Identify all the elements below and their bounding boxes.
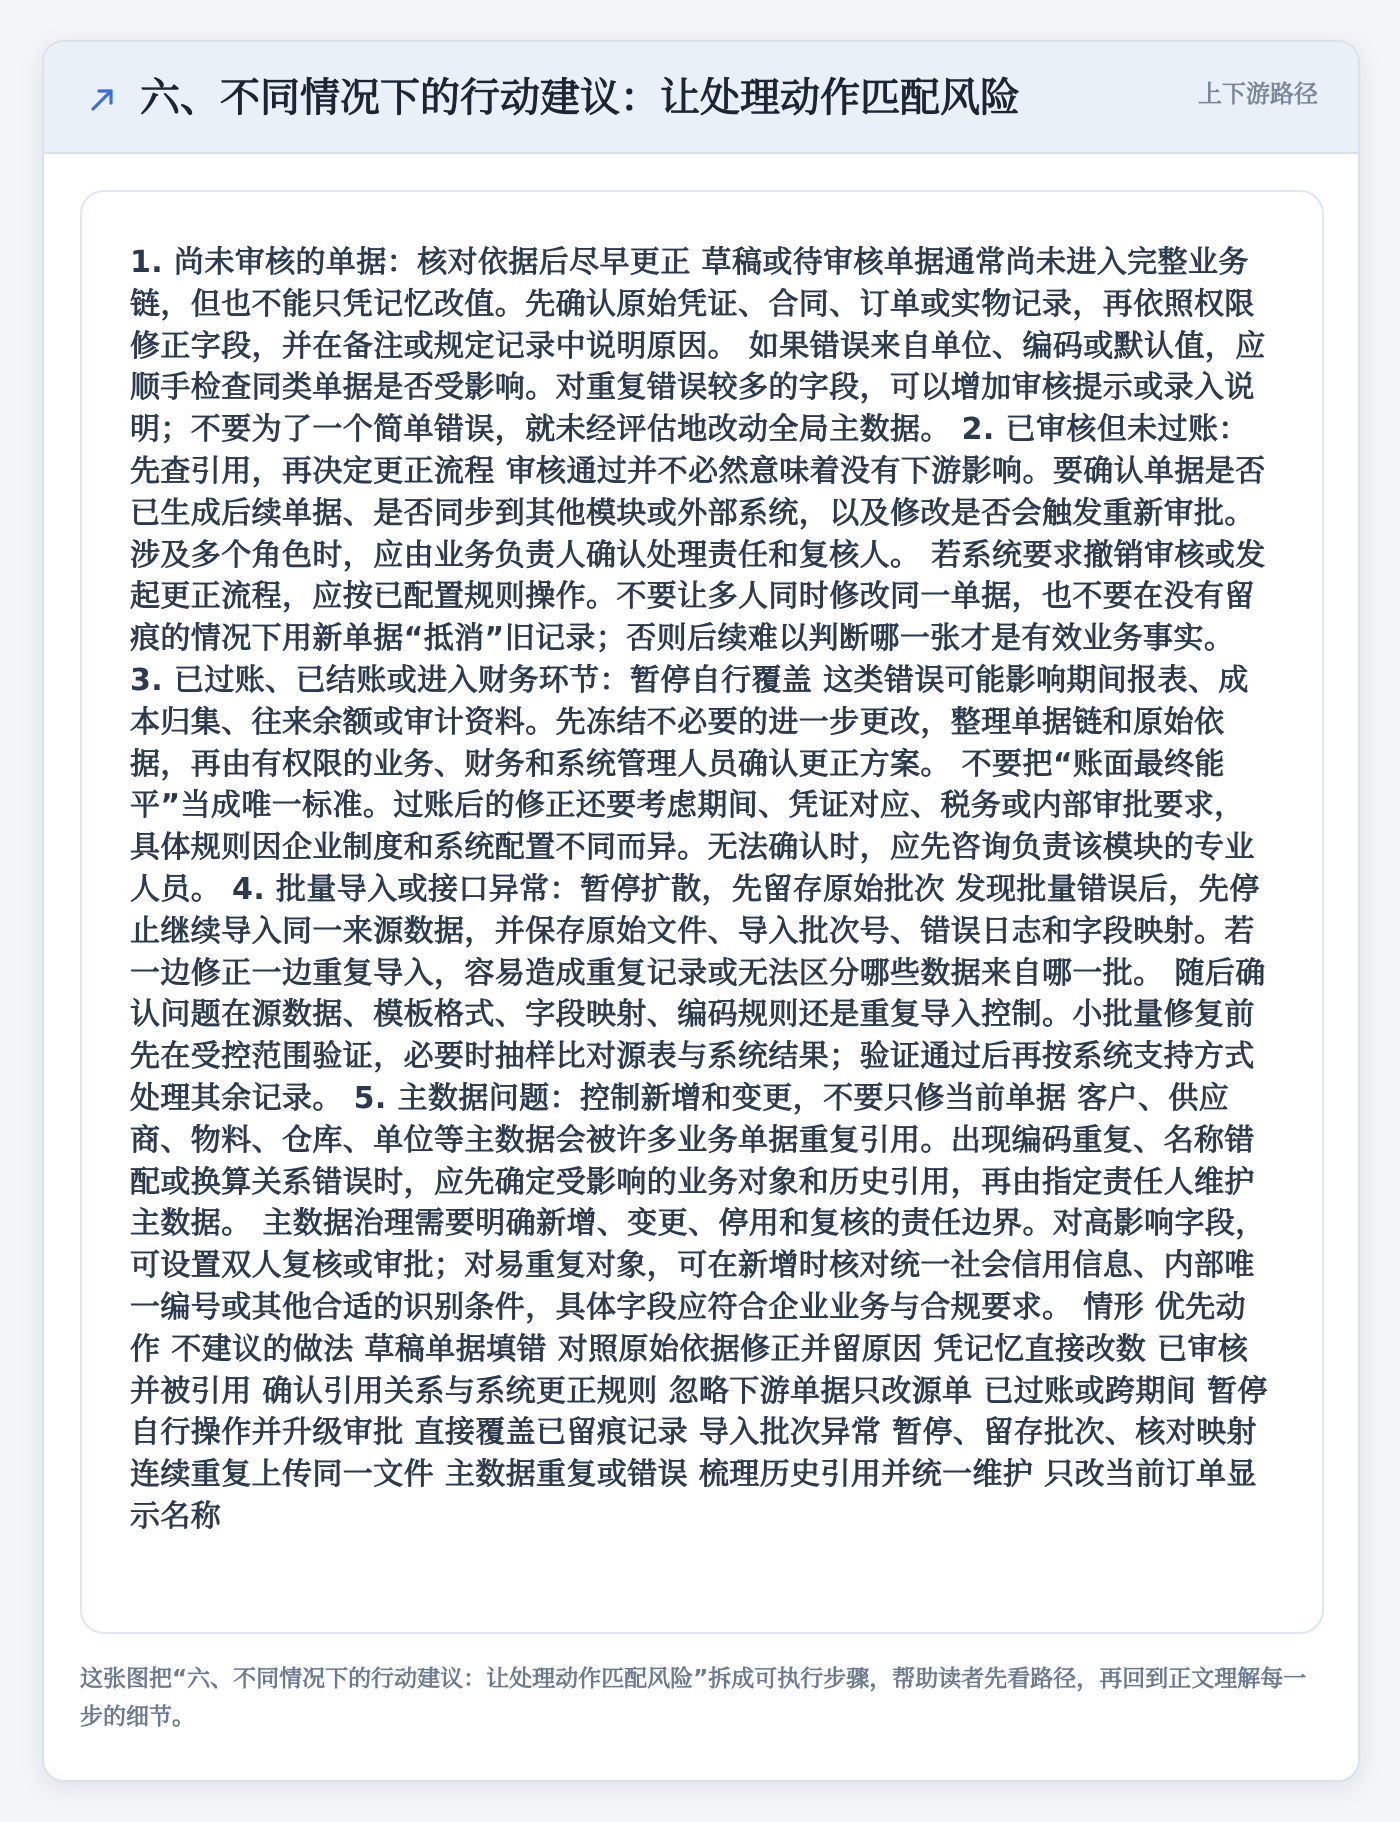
page-title: 六、不同情况下的行动建议：让处理动作匹配风险 bbox=[140, 75, 1020, 121]
body-paragraph: 1. 尚未审核的单据：核对依据后尽早更正 草稿或待审核单据通常尚未进入完整业务链，但也不能只凭记忆改值。先确认原始凭证、合同、订单或实物记录，再依照权限修正字段，并在备注或规定记录中说明原因。 如果错误来自单位、编码或默认值，应顺手检查同类单据是否受影响。对重复错误较多的字段，可以增加审核提示或录入说明；不要为了一个简单错误，就未经评估地改动全局主数据。 2. 已审核但未过账：先查引用，再决定更正流程 审核通过并不必然意味着没有下游影响。要确认单据是否已生成后续单据、是否同步到其他模块或外部系统，以及修改是否会触发重新审批。涉及多个角色时，应由业务负责人确认处理责任和复核人。 若系统要求撤销审核或发起更正流程，应按已配置规则操作。不要让多人同时修改同一单据，也不要在没有留痕的情况下用新单据“抵消”旧记录；否则后续难以判断哪一张才是有效业务事实。 3. 已过账、已结账或进入财务环节：暂停自行覆盖 这类错误可能影响期间报表、成本归集、往来余额或审计资料。先冻结不必要的进一步更改，整理单据链和原始依据，再由有权限的业务、财务和系统管理人员确认更正方案。 不要把“账面最终能平”当成唯一标准。过账后的修正还要考虑期间、凭证对应、税务或内部审批要求，具体规则因企业制度和系统配置不同而异。无法确认时，应先咨询负责该模块的专业人员。 4. 批量导入或接口异常：暂停扩散，先留存原始批次 发现批量错误后，先停止继续导入同一来源数据，并保存原始文件、导入批次号、错误日志和字段映射。若一边修正一边重复导入，容易造成重复记录或无法区分哪些数据来自哪一批。 随后确认问题在源数据、模板格式、字段映射、编码规则还是重复导入控制。小批量修复前先在受控范围验证，必要时抽样比对源表与系统结果；验证通过后再按系统支持方式处理其余记录。 5. 主数据问题：控制新增和变更，不要只修当前单据 客户、供应商、物料、仓库、单位等主数据会被许多业务单据重复引用。出现编码重复、名称错配或换算关系错误时，应先确定受影响的业务对象和历史引用，再由指定责任人维护主数据。 主数据治理需要明确新增、变更、停用和复核的责任边界。对高影响字段，可设置双人复核或审批；对易重复对象，可在新增时核对统一社会信用信息、内部唯一编号或其他合适的识别条件，具体字段应符合企业业务与合规要求。 情形 优先动作 不建议的做法 草稿单据填错 对照原始依据修正并留原因 凭记忆直接改数 已审核并被引用 确认引用关系与系统更正规则 忽略下游单据只改源单 已过账或跨期间 暂停自行操作并升级审批 直接覆盖已留痕记录 导入批次异常 暂停、留存批次、核对映射 连续重复上传同一文件 主数据重复或错误 梳理历史引用并统一维护 只改当前订单显示名称 bbox=[130, 245, 1268, 1534]
content-panel bbox=[80, 190, 1324, 1634]
path-tag: 上下游路径 bbox=[1198, 80, 1318, 108]
figure-caption: 这张图把“六、不同情况下的行动建议：让处理动作匹配风险”拆成可执行步骤，帮助读者先看路径，再回到正文理解每一步的细节。 bbox=[80, 1666, 1307, 1730]
article-card bbox=[42, 40, 1360, 1782]
arrow-up-right-icon bbox=[88, 84, 118, 114]
card-header bbox=[44, 42, 1358, 154]
